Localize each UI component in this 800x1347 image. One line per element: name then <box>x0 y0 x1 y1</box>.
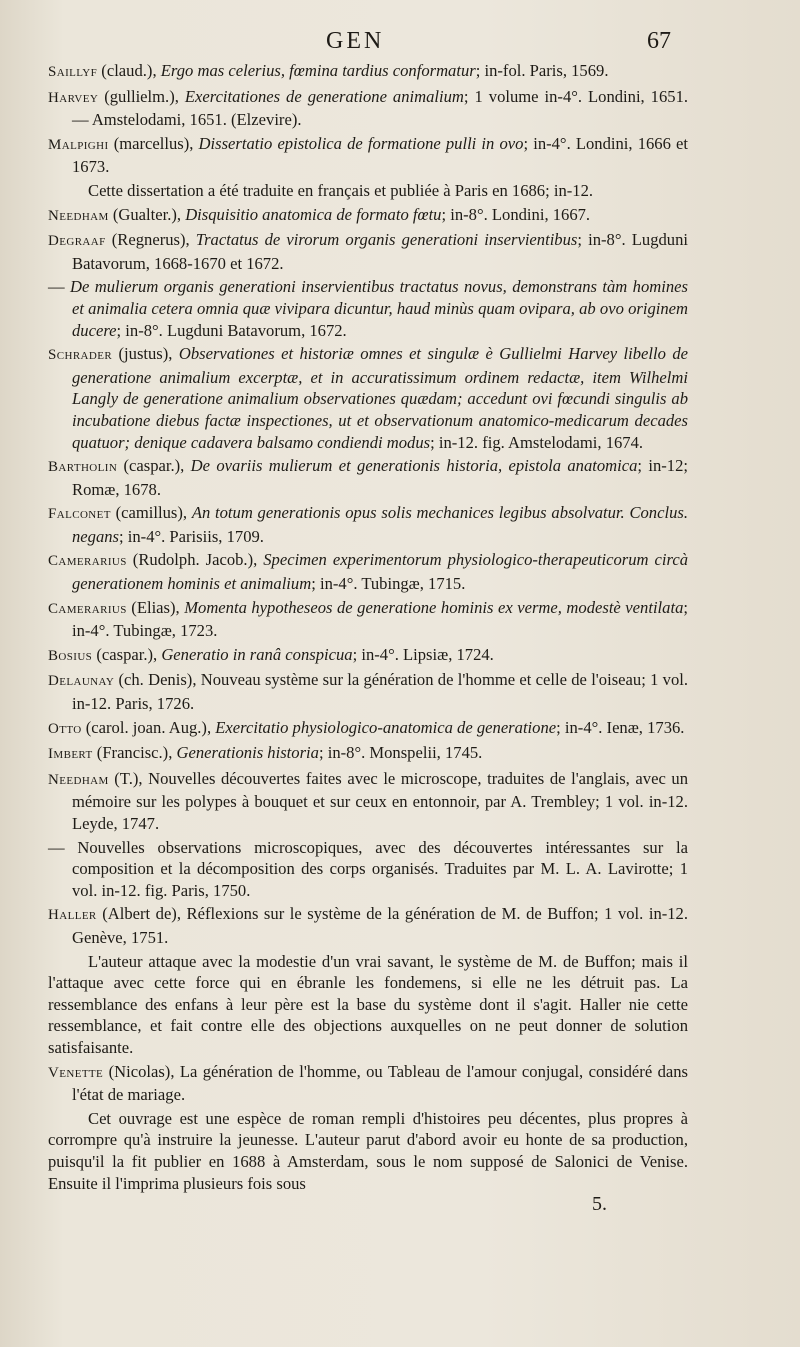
entry-title: Momenta hypotheseos de generatione hominis ex verme, modestè ventilata <box>184 597 684 617</box>
entry-camerarius-rudolph <box>48 549 688 594</box>
entry-rest: Nouvelles découvertes faites avec le microscope, traduites de l'anglais, avec un mémoire sur les polypes à bouquet et sur ceux en entonnoir, par A. Trembley; 1 vol. in-12. Leyde, 1747. <box>72 768 688 833</box>
entry-detail: (gullielm.), <box>98 86 185 106</box>
entry-title: Dissertatio epistolica de formatione pulli in ovo <box>198 133 524 153</box>
entry-detail <box>65 838 78 857</box>
entry-author: Harvey <box>48 89 99 106</box>
entry-harvey <box>48 86 688 131</box>
entry-delaunay <box>48 669 688 714</box>
entry-rest: ; in-12. fig. Amstelodami, 1674. <box>430 432 644 452</box>
entry-bosius <box>48 644 688 668</box>
entry-title: Generatio in ranâ conspicua <box>161 644 353 664</box>
entry-title: De mulierum organis generationi inservientibus tractatus novus, demonstrans tàm homines et animalia cetera omnia quæ vivipara dicuntur, haud minùs quam ovipara, ab ovo originem ducere <box>69 277 688 340</box>
entry-detail: (Francisc.), <box>92 743 177 763</box>
entry-rest: Nouveau système sur la génération de l'homme et celle de l'oiseau; 1 vol. in-12. Paris, 1726. <box>72 670 689 714</box>
entry-author: Imbert <box>48 746 93 763</box>
entry-needham-t <box>48 768 688 835</box>
note-malpighi: Cette dissertation a été traduite en français et publiée à Paris en 1686; in-12. <box>88 180 594 200</box>
entry-title: Generationis historia <box>176 743 319 763</box>
entry-venette <box>48 1061 688 1106</box>
entry-rest: ; in-8°. Lugduni Batavorum, 1672. <box>116 320 347 340</box>
entry-author: Bosius <box>48 647 93 664</box>
entry-saillyf <box>48 60 688 84</box>
entry-detail: (Regnerus), <box>105 230 196 250</box>
entry-author: Saillyf <box>48 64 98 80</box>
entry-rest: ; in-8°. Monspelii, 1745. <box>318 743 483 763</box>
signature-mark: 5. <box>592 1193 607 1215</box>
entry-author: Needham <box>48 771 109 788</box>
entry-rest: ; in-4°. Parisiis, 1709. <box>119 526 264 546</box>
entry-title: Exercitationes de generatione animalium <box>184 86 464 106</box>
entry-rest: ; in-8°. Lugduni Batavorum, 1668-1670 et 1672. <box>72 230 688 273</box>
entry-detail: (carol. joan. Aug.), <box>81 717 216 737</box>
entry-title: Disquisitio anatomica de formato fœtu <box>185 204 442 224</box>
entry-rest: ; in-4°. Londini, 1666 et 1673. <box>72 133 688 177</box>
entry-author: Venette <box>48 1064 104 1081</box>
entry-imbert <box>48 742 688 766</box>
entry-detail: (caspar.), <box>92 644 162 664</box>
bibliography-body <box>48 60 688 1196</box>
entry-detail: (Rudolph. Jacob.), <box>126 550 264 570</box>
entry-rest: ; in-4°. Tubingæ, 1723. <box>72 597 688 641</box>
entry-author: Delaunay <box>48 673 115 690</box>
entry-author: Malpighi <box>48 136 109 153</box>
entry-detail: (claud.), <box>97 61 161 80</box>
entry-detail: (camillus), <box>110 503 192 523</box>
entry-rest: Réflexions sur le système de la génération de M. de Buffon; 1 vol. in-12. Genève, 1751. <box>72 904 689 947</box>
entry-title: De ovariis mulierum et generationis historia, epistola anatomica <box>190 456 638 476</box>
entry-title: Exercitatio physiologico-anatomica de generatione <box>215 717 557 737</box>
entry-detail: (T.), <box>108 768 149 788</box>
entry-author: Otto <box>48 720 82 737</box>
entry-author: Camerarius <box>48 600 127 617</box>
running-head-title: GEN <box>326 28 385 54</box>
entry-rest: ; 1 volume in-4°. Londini, 1651. — Amstelodami, 1651. (Elzevire). <box>72 86 689 130</box>
entry-falconet <box>48 502 688 547</box>
note-haller: L'auteur attaque avec la modestie d'un vrai savant, le système de M. de Buffon; mais il l'attaque avec cette force qui en ébranle les fondemens, si elle ne les détruit pas. La ressemblance des enfans à leur père est la base du système dont il s'agit. Haller nie cette ressemblance, et fait contre elle des objections auxquelles on ne peut donner de solution satisfaisante. <box>48 951 688 1057</box>
entry-rest: ; in-4°. Tubingæ, 1715. <box>311 574 466 594</box>
entry-author: Falconet <box>48 506 111 523</box>
entry-rest: ; in-4°. Lipsiæ, 1724. <box>352 644 494 664</box>
entry-detail: (Albert de), <box>96 904 187 924</box>
entry-author: Schrader <box>48 347 113 364</box>
entry-detail: (justus), <box>112 344 179 364</box>
entry-author: Needham <box>48 207 109 224</box>
page-number: 67 <box>647 28 671 54</box>
entry-rest: ; in-8°. Londini, 1667. <box>441 204 591 224</box>
entry-author: Bartholin <box>48 459 118 476</box>
entry-degraaf <box>48 229 688 274</box>
entry-bartholin <box>48 455 688 500</box>
entry-rest: ; in-12; Romæ, 1678. <box>72 456 689 499</box>
entry-title: An totum generationis opus solis mechanices legibus absolvatur. Conclus. negans <box>72 503 688 546</box>
entry-author: — <box>48 277 65 297</box>
entry-author: — <box>48 837 65 857</box>
entry-rest: La génération de l'homme, ou Tableau de l'amour conjugal, considéré dans l'état de mariage. <box>72 1061 688 1105</box>
entry-needham-t-2 <box>48 837 688 902</box>
entry-degraaf-2 <box>48 276 688 341</box>
entry-detail: (Nicolas), <box>103 1061 180 1081</box>
entry-detail: (Gualter.), <box>108 204 186 224</box>
entry-rest: ; in-fol. Paris, 1569. <box>475 61 609 80</box>
entry-detail: (ch. Denis), <box>114 670 201 690</box>
entry-title: Ergo mas celerius, fœmina tardius conformatur <box>160 61 476 80</box>
entry-detail: (caspar.), <box>117 456 191 476</box>
entry-title: Observationes et historiæ omnes et singulæ è Gullielmi Harvey libello de generatione animalium excerptæ, et in accuratissimum ordinem redactæ, item Wilhelmi Langly de generatione animalium observationes quædam; accedunt ovi fœcundi singulis ab incubatione diebus factæ inspectiones, ut et observationum anatomico-medicarum decades quatuor; denique cadavera balsamo condiendi modus <box>72 344 688 452</box>
entry-author: Degraaf <box>48 233 106 250</box>
entry-camerarius-elias <box>48 597 688 642</box>
entry-rest: ; in-4°. Ienæ, 1736. <box>556 717 685 737</box>
entry-rest: Nouvelles observations microscopiques, avec des découvertes intéressantes sur la composition et la décomposition des corps organisés. Traduites par M. L. A. Lavirotte; 1 vol. in-12. fig. Paris, 1750. <box>72 837 688 900</box>
entry-detail: (marcellus), <box>108 133 199 153</box>
entry-detail: (Elias), <box>126 597 185 617</box>
entry-title: Specimen experimentorum physiologico-therapeuticorum circà generationem hominis et animalium <box>72 550 688 594</box>
entry-malpighi <box>48 133 688 178</box>
entry-title: Tractatus de virorum organis generationi inservientibus <box>195 230 578 250</box>
entry-otto <box>48 717 688 741</box>
entry-author: Camerarius <box>48 553 127 570</box>
entry-haller <box>48 903 688 948</box>
note-venette: Cet ouvrage est une espèce de roman rempli d'histoires peu décentes, plus propres à corrompre qu'à instruire la jeunesse. L'auteur parut d'abord avoir eu honte de sa production, puisqu'il la fit publier en 1688 à Amsterdam, sous le nom supposé de Salonici de Venise. Ensuite il l'imprima plusieurs fois sous <box>48 1108 688 1193</box>
entry-author: Haller <box>48 907 97 924</box>
entry-needham-gualter <box>48 204 688 228</box>
running-head <box>0 26 800 56</box>
entry-schrader <box>48 343 688 453</box>
